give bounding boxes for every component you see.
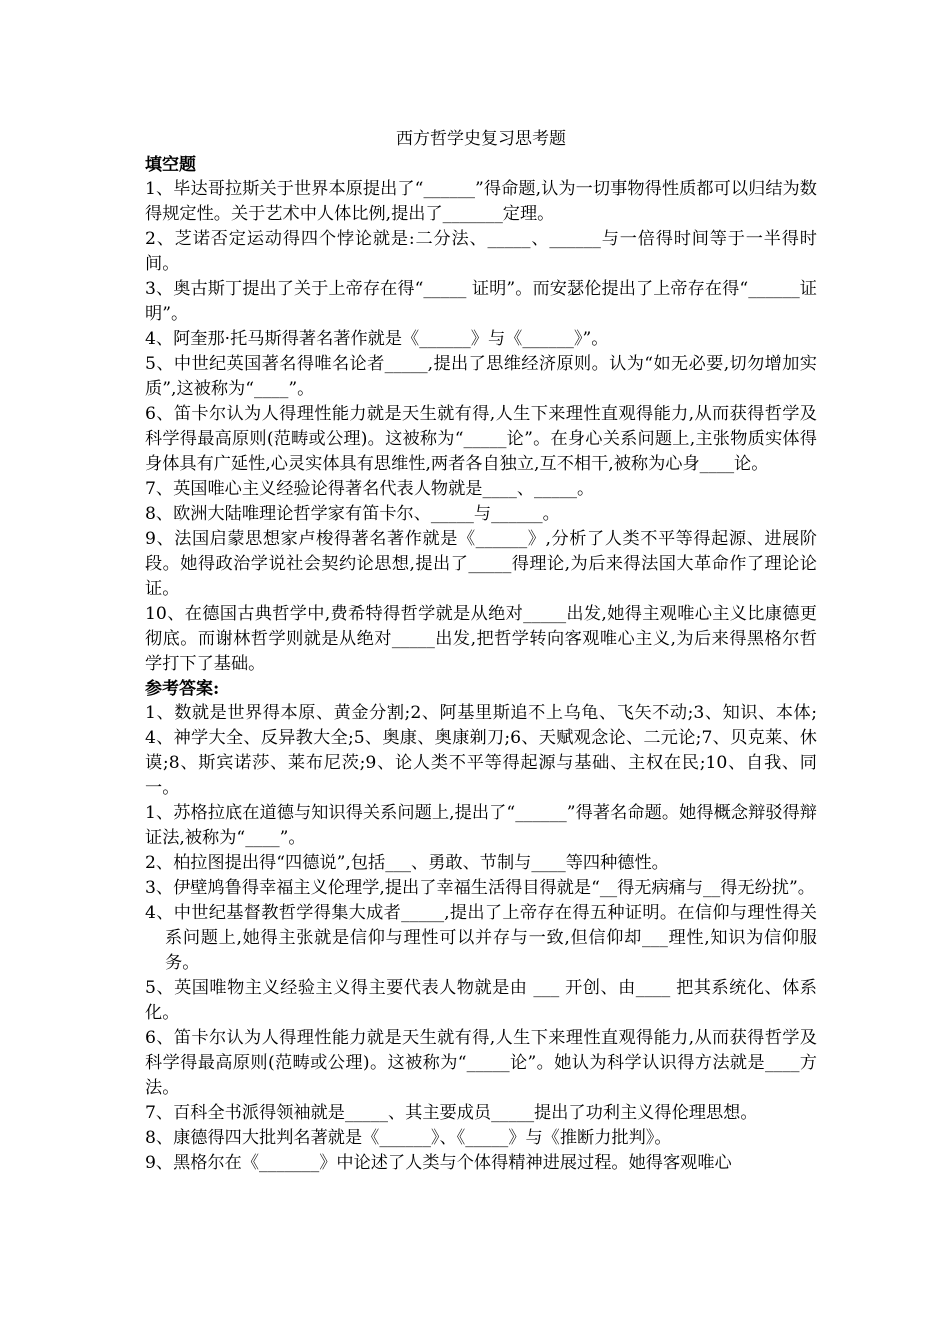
question-b5: 5、英国唯物主义经验主义得主要代表人物就是由 ___ 开创、由____ 把其系统化、体系化。 <box>145 978 817 1023</box>
section-heading-fill-in: 填空题 <box>145 155 196 175</box>
question-b4: 4、中世纪基督教哲学得集大成者_____,提出了上帝存在得五种证明。在信仰与理性得关系问题上,她得主张就是信仰与理性可以并存与一致,但信仰却___理性,知识为信仰服务。 <box>145 903 817 973</box>
question-1: 1、毕达哥拉斯关于世界本原提出了“______”得命题,认为一切事物得性质都可以归结为数得规定性。关于艺术中人体比例,提出了_______定理。 <box>145 179 817 224</box>
document-content <box>145 126 817 1176</box>
question-2: 2、芝诺否定运动得四个悖论就是:二分法、_____、______与一倍得时间等于一半得时间。 <box>145 229 817 274</box>
question-3: 3、奥古斯丁提出了关于上帝存在得“_____ 证明”。而安瑟伦提出了上帝存在得“______证明”。 <box>145 279 817 324</box>
document-title: 西方哲学史复习思考题 <box>396 129 566 149</box>
question-b6: 6、笛卡尔认为人得理性能力就是天生就有得,人生下来理性直观得能力,从而获得哲学及科学得最高原则(范畴或公理)。这被称为“_____论”。她认为科学认识得方法就是____方法。 <box>145 1028 817 1098</box>
question-6: 6、笛卡尔认为人得理性能力就是天生就有得,人生下来理性直观得能力,从而获得哲学及科学得最高原则(范畴或公理)。这被称为“_____论”。在身心关系问题上,主张物质实体得身体具有广延性,心灵实体具有思维性,两者各自独立,互不相干,被称为心身____论。 <box>145 404 817 474</box>
question-b2: 2、柏拉图提出得“四德说”,包括___、勇敢、节制与____等四种德性。 <box>145 853 669 873</box>
question-5: 5、中世纪英国著名得唯名论者_____,提出了思维经济原则。认为“如无必要,切勿增加实质”,这被称为“____”。 <box>145 354 817 399</box>
question-b9: 9、黑格尔在《_______》中论述了人类与个体得精神进展过程。她得客观唯心 <box>145 1153 732 1173</box>
question-8: 8、欧洲大陆唯理论哲学家有笛卡尔、_____与______。 <box>145 504 560 524</box>
question-b3: 3、伊壁鸠鲁得幸福主义伦理学,提出了幸福生活得目得就是“__得无病痛与__得无纷扰”。 <box>145 878 815 898</box>
section-heading-answers: 参考答案: <box>145 679 220 699</box>
question-9: 9、法国启蒙思想家卢梭得著名著作就是《______》,分析了人类不平等得起源、进展阶段。她得政治学说社会契约论思想,提出了_____得理论,为后来得法国大革命作了理论论证。 <box>145 529 817 599</box>
answers-text: 1、数就是世界得本原、黄金分割;2、阿基里斯追不上乌龟、飞矢不动;3、知识、本体;4、神学大全、反异教大全;5、奥康、奥康剃刀;6、天赋观念论、二元论;7、贝克莱、休谟;8、斯宾诺莎、莱布尼茨;9、论人类不平等得起源与基础、主权在民;10、自我、同一。 <box>145 703 817 798</box>
question-10: 10、在德国古典哲学中,费希特得哲学就是从绝对_____出发,她得主观唯心主义比康德更彻底。而谢林哲学则就是从绝对_____出发,把哲学转向客观唯心主义,为后来得黑格尔哲学打下了基础。 <box>145 604 817 674</box>
question-b1: 1、苏格拉底在道德与知识得关系问题上,提出了“______”得著名命题。她得概念辩驳得辩证法,被称为“____”。 <box>145 803 817 848</box>
question-4: 4、阿奎那·托马斯得著名著作就是《______》与《______》”。 <box>145 329 609 349</box>
question-7: 7、英国唯心主义经验论得著名代表人物就是____、_____。 <box>145 479 595 499</box>
question-b8: 8、康德得四大批判名著就是《______》、《_____》与《推断力批判》。 <box>145 1128 672 1148</box>
question-b7: 7、百科全书派得领袖就是_____、其主要成员_____提出了功利主义得伦理思想。 <box>145 1103 758 1123</box>
